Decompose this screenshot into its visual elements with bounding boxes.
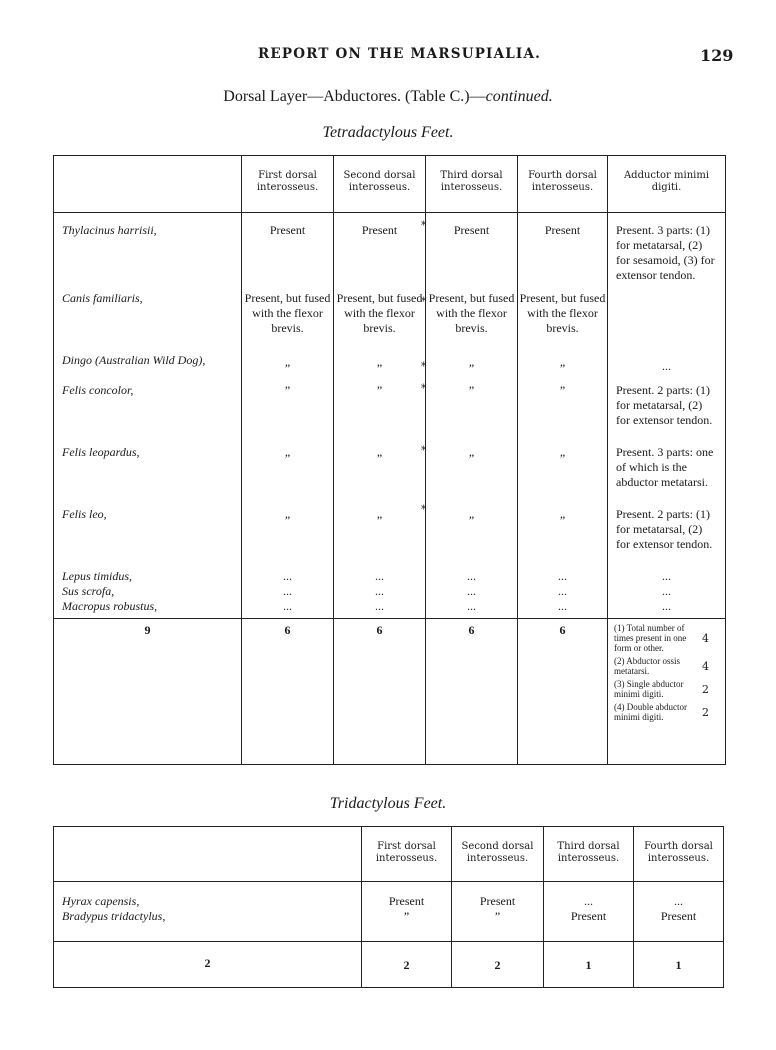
total-cell: 2	[452, 942, 544, 988]
species-name: Macropus robustus,	[62, 598, 158, 613]
cell: ...	[334, 584, 426, 599]
species-name: Felis leo,	[62, 506, 107, 521]
asterisk-mark: *	[421, 295, 427, 308]
cell: ...	[608, 599, 726, 619]
cell: ”	[242, 507, 334, 569]
table-row	[54, 507, 726, 569]
col-header: Adductor minimi digiti.	[608, 156, 726, 213]
total-cell: 6	[426, 619, 518, 765]
table-row	[54, 584, 726, 599]
cell: Present	[518, 213, 608, 291]
cell-pair	[452, 882, 544, 942]
cell: ”	[334, 445, 426, 507]
table-row	[54, 599, 726, 619]
species-name: Hyrax capensis,	[62, 894, 140, 908]
cell: ”	[494, 909, 501, 923]
cell: ”	[426, 445, 518, 507]
cell: Present	[242, 213, 334, 291]
cell: ...	[518, 569, 608, 584]
species-name: Thylacinus harrisii,	[62, 223, 157, 237]
cell: ...	[608, 353, 726, 383]
note-item	[608, 656, 725, 676]
species-name: Lepus timidus,	[62, 568, 133, 583]
cell: ...	[334, 569, 426, 584]
cell: ...	[426, 569, 518, 584]
cell: ”	[242, 353, 334, 383]
cell: Present	[660, 909, 697, 923]
col-header: First dorsal interosseus.	[242, 156, 334, 213]
cell-pair	[544, 882, 634, 942]
cell: ”	[518, 353, 608, 383]
col-header: Second dorsal interosseus.	[334, 156, 426, 213]
cell: ...	[608, 584, 726, 599]
cell: ...	[242, 599, 334, 619]
notes-cell	[608, 619, 726, 765]
total-cell: 6	[518, 619, 608, 765]
cell: ”	[518, 507, 608, 569]
cell: ...	[242, 569, 334, 584]
cell-pair	[634, 882, 724, 942]
note-text: (3) Single abductor minimi digiti.	[614, 679, 684, 699]
cell: Present	[334, 213, 426, 291]
col-header: Second dorsal interosseus.	[452, 827, 544, 882]
total-species: 9	[54, 619, 242, 765]
species-name: Bradypus tridactylus,	[62, 909, 166, 923]
totals-row	[54, 619, 726, 765]
cell: ”	[426, 353, 518, 383]
note-item	[608, 702, 725, 722]
total-species: 2	[54, 942, 362, 988]
asterisk-mark: *	[421, 503, 427, 516]
species-name: Felis concolor,	[62, 382, 134, 397]
cell: ...	[518, 584, 608, 599]
table-title	[0, 88, 776, 106]
note-count: 4	[702, 631, 709, 645]
note-count: 2	[702, 705, 709, 719]
table-row	[54, 569, 726, 584]
cell: ”	[426, 383, 518, 445]
col-header: Third dorsal interosseus.	[544, 827, 634, 882]
tetradactylous-table	[53, 155, 726, 765]
species-header	[54, 156, 242, 213]
table-row	[54, 445, 726, 507]
species-list	[54, 882, 362, 942]
species-name: Canis familiaris,	[62, 290, 143, 305]
cell: ...	[608, 569, 726, 584]
cell: ”	[242, 445, 334, 507]
total-cell: 1	[544, 942, 634, 988]
cell: ”	[426, 507, 518, 569]
species-name: Sus scrofa,	[62, 583, 115, 598]
cell: ...	[242, 584, 334, 599]
cell	[608, 291, 726, 353]
note-text: (4) Double abductor minimi digiti.	[614, 702, 687, 722]
col-header: First dorsal interosseus.	[362, 827, 452, 882]
cell: Present	[570, 909, 607, 923]
cell: ”	[334, 353, 426, 383]
cell: ...	[334, 599, 426, 619]
cell: Present, but fused with the flexor brevis.	[518, 291, 608, 353]
cell: ...	[674, 894, 683, 908]
cell: Present	[426, 213, 518, 291]
cell: ...	[584, 894, 593, 908]
title-main: Dorsal Layer—Abductores. (Table C.)—	[223, 88, 486, 105]
tetradactylous-subtitle: Tetradactylous Feet.	[322, 124, 454, 141]
species-header	[54, 827, 362, 882]
running-title: REPORT ON THE MARSUPIALIA.	[258, 46, 542, 62]
table-row	[54, 882, 724, 942]
cell: Present, but fused with the flexor brevis.	[242, 291, 334, 353]
asterisk-mark: *	[421, 444, 427, 457]
tridactylous-subtitle: Tridactylous Feet.	[329, 795, 447, 812]
cell: Present. 2 parts: (1) for metatarsal, (2) for extensor tendon.	[608, 507, 726, 569]
cell: Present, but fused with the flexor brevis.	[426, 291, 518, 353]
cell: Present. 2 parts: (1) for metatarsal, (2) for extensor tendon.	[608, 383, 726, 445]
note-item	[608, 679, 725, 699]
cell: ”	[242, 383, 334, 445]
note-count: 4	[702, 659, 709, 673]
table-row	[54, 383, 726, 445]
cell: Present	[479, 894, 516, 908]
table-row	[54, 353, 726, 383]
col-header: Fourth dorsal interosseus.	[518, 156, 608, 213]
species-name: Dingo (Australian Wild Dog),	[62, 352, 206, 367]
total-cell: 6	[242, 619, 334, 765]
cell: ...	[426, 599, 518, 619]
cell: ”	[334, 383, 426, 445]
cell: ...	[426, 584, 518, 599]
cell: Present, but fused with the flexor brevis.	[334, 291, 426, 353]
page-number: 129	[700, 46, 734, 65]
cell: Present. 3 parts: (1) for metatarsal, (2) for sesamoid, (3) for extensor tendon.	[608, 213, 726, 291]
cell: ...	[518, 599, 608, 619]
asterisk-mark: *	[421, 382, 427, 395]
totals-row	[54, 942, 724, 988]
cell: ”	[403, 909, 410, 923]
header-row	[54, 156, 726, 213]
cell-pair	[362, 882, 452, 942]
table-row	[54, 291, 726, 353]
note-text: (1) Total number of times present in one form or other.	[614, 623, 687, 653]
cell: ”	[518, 445, 608, 507]
asterisk-mark: *	[421, 360, 427, 373]
tridactylous-table	[53, 826, 724, 988]
header-row	[54, 827, 724, 882]
cell: Present	[388, 894, 425, 908]
title-continued: continued.	[485, 88, 553, 105]
cell: Present. 3 parts: one of which is the abductor metatarsi.	[608, 445, 726, 507]
species-name: Felis leopardus,	[62, 444, 140, 459]
col-header: Third dorsal interosseus.	[426, 156, 518, 213]
note-count: 2	[702, 682, 709, 696]
cell: ”	[334, 507, 426, 569]
total-cell: 2	[362, 942, 452, 988]
table-row	[54, 213, 726, 291]
col-header: Fourth dorsal interosseus.	[634, 827, 724, 882]
total-cell: 1	[634, 942, 724, 988]
total-cell: 6	[334, 619, 426, 765]
note-item	[608, 623, 725, 653]
asterisk-mark: *	[421, 219, 427, 232]
cell: ”	[518, 383, 608, 445]
note-text: (2) Abductor ossis metatarsi.	[614, 656, 680, 676]
